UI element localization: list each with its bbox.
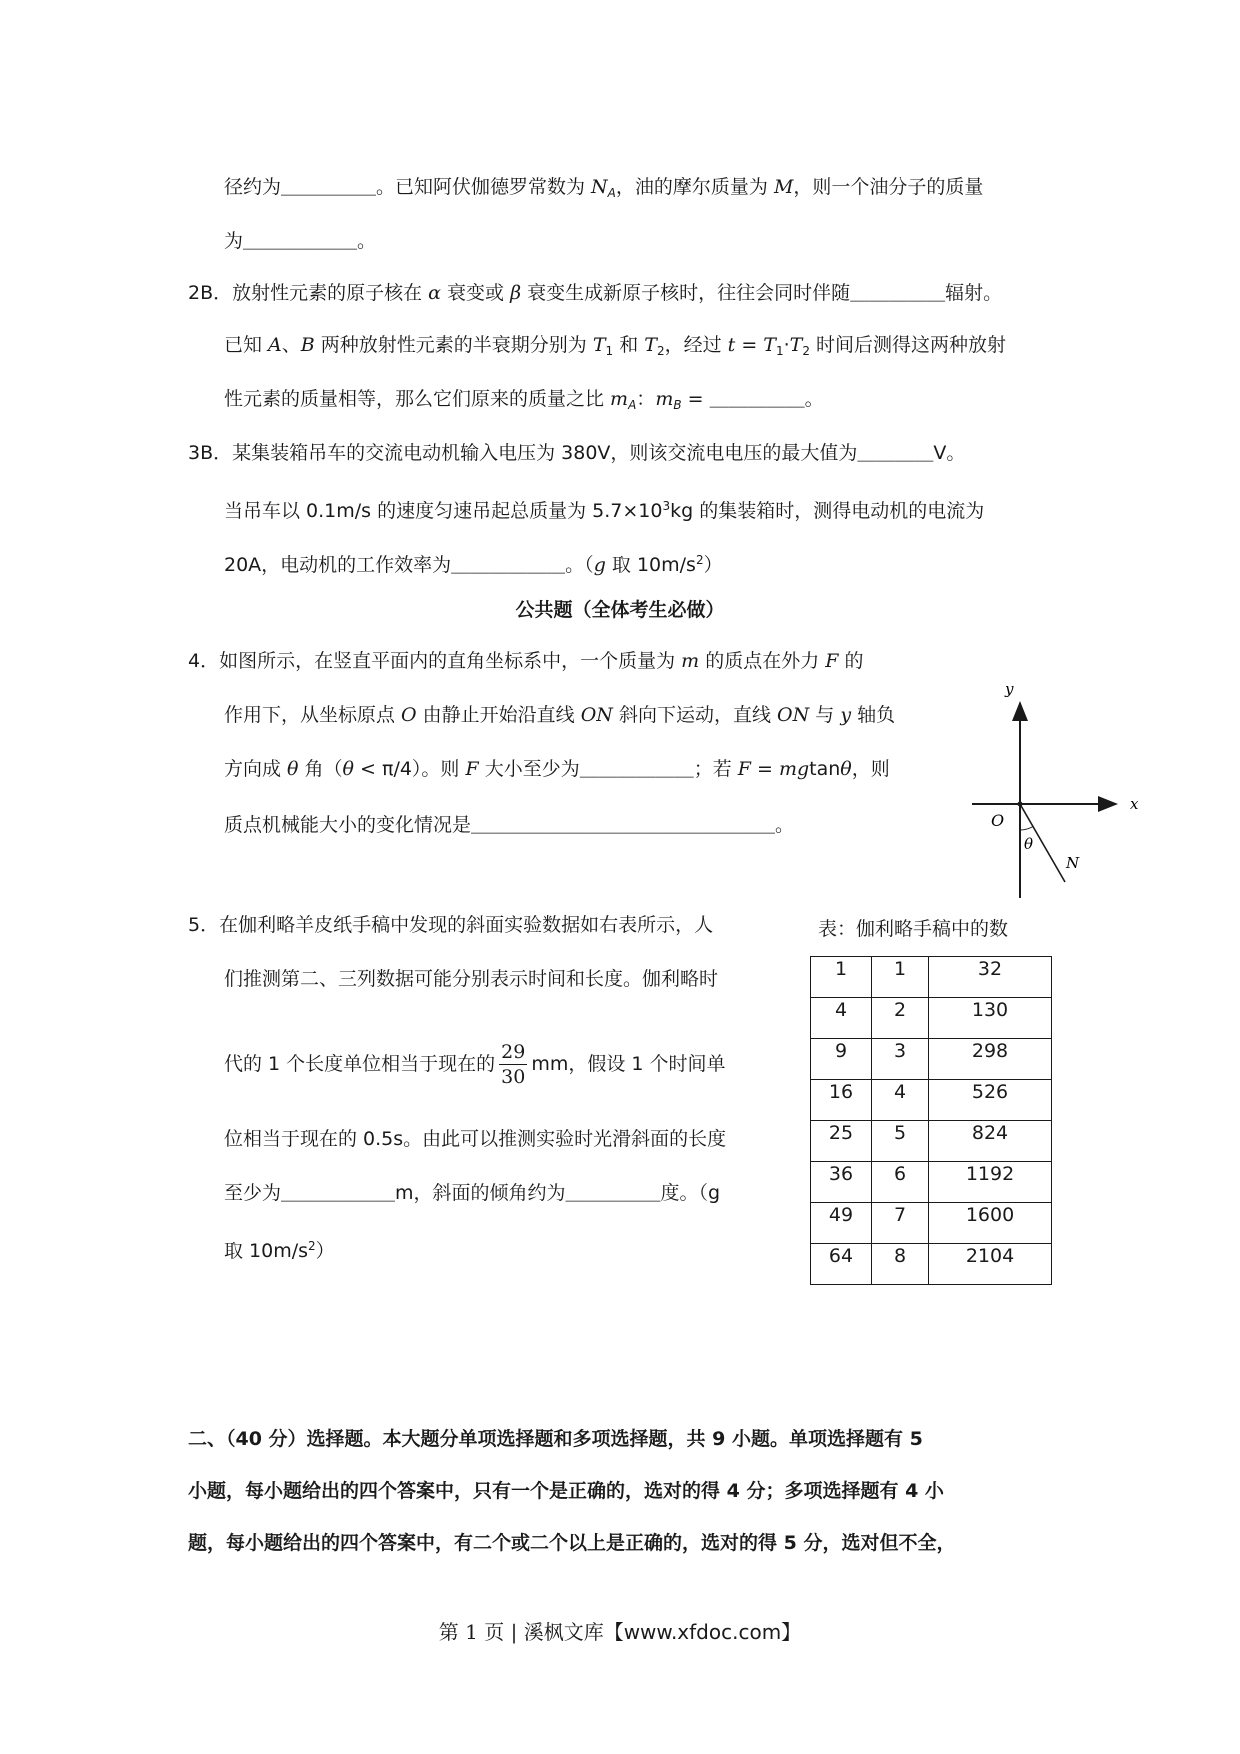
text-run: 斜向下运动，直线 xyxy=(612,704,778,726)
symbol-F: F xyxy=(825,650,839,672)
text-run: 径约为＿＿＿＿＿。已知阿伏伽德罗常数为 xyxy=(224,176,592,198)
symbol-beta: β xyxy=(510,282,522,304)
question-5-line-5: 至少为＿＿＿＿＿＿m，斜面的倾角约为＿＿＿＿＿度。（g xyxy=(224,1182,721,1204)
table-cell: 2 xyxy=(872,998,929,1039)
text-run: 作用下，从坐标原点 xyxy=(224,704,402,726)
question-2b-line-1 xyxy=(188,280,1002,306)
question-4-line-3 xyxy=(224,756,890,782)
symbol-NA: N xyxy=(591,176,608,198)
symbol-M: M xyxy=(773,176,794,198)
text-run: 4．如图所示，在竖直平面内的直角坐标系中，一个质量为 xyxy=(188,650,682,672)
symbol-T: T xyxy=(644,334,657,356)
table-row xyxy=(811,1244,1052,1285)
text-run: 衰变或 xyxy=(441,282,511,304)
text-run: mm，假设 1 个时间单 xyxy=(531,1053,726,1075)
subscript: B xyxy=(673,398,682,412)
table-cell: 64 xyxy=(811,1244,872,1285)
question-2b-line-2 xyxy=(224,332,1006,364)
text-run: 当吊车以 0.1m/s 的速度匀速吊起总质量为 5.7×10 xyxy=(224,500,663,522)
section-heading: 公共题（全体考生必做） xyxy=(515,599,725,621)
table-cell: 1 xyxy=(811,957,872,998)
angle-arc xyxy=(1020,827,1033,831)
subscript: A xyxy=(628,398,637,412)
text-run: = xyxy=(750,758,779,780)
text-run: 和 xyxy=(613,334,645,356)
symbol-T: T xyxy=(789,334,803,356)
question-3b-line-2 xyxy=(224,493,984,524)
text-run: 轴负 xyxy=(851,704,896,726)
text-run: ： xyxy=(636,388,656,410)
symbol-alpha: α xyxy=(428,282,442,304)
angle-label: θ xyxy=(1024,835,1034,853)
table-cell: 5 xyxy=(872,1121,929,1162)
table-caption: 表：伽利略手稿中的数 xyxy=(818,918,1009,940)
text-run: 性元素的质量相等，那么它们原来的质量之比 xyxy=(224,388,611,410)
table-cell: 4 xyxy=(872,1080,929,1121)
text-run: 20A，电动机的工作效率为＿＿＿＿＿＿。（ xyxy=(224,554,594,576)
table-row xyxy=(811,998,1052,1039)
text-run: 与 xyxy=(809,704,841,726)
text-run: 代的 1 个长度单位相当于现在的 xyxy=(224,1053,496,1075)
data-table xyxy=(810,956,1052,1285)
text-run: 由静止开始沿直线 xyxy=(416,704,581,726)
question-4-line-4: 质点机械能大小的变化情况是＿＿＿＿＿＿＿＿＿＿＿＿＿＿＿＿。 xyxy=(224,814,795,836)
text-run: 的质点在外力 xyxy=(699,650,826,672)
symbol-theta: θ xyxy=(287,758,299,780)
fraction-numerator: 29 xyxy=(501,1041,526,1063)
text-run: 角（ xyxy=(298,758,343,780)
origin-label: O xyxy=(991,811,1005,830)
text-run: 大小至少为＿＿＿＿＿＿；若 xyxy=(478,758,738,780)
table-cell: 3 xyxy=(872,1039,929,1080)
table-cell: 49 xyxy=(811,1203,872,1244)
table-row xyxy=(811,957,1052,998)
table-cell: 1 xyxy=(872,957,929,998)
table-cell: 526 xyxy=(929,1080,1052,1121)
table-cell: 25 xyxy=(811,1121,872,1162)
text-line xyxy=(224,174,983,206)
question-5-line-6 xyxy=(224,1233,335,1264)
text-run: 取 10m/s xyxy=(605,554,696,576)
symbol-m: m xyxy=(681,650,700,672)
subscript: 2 xyxy=(656,344,665,358)
text-run: 两种放射性元素的半衰期分别为 xyxy=(314,334,593,356)
table-cell: 8 xyxy=(872,1244,929,1285)
page-footer xyxy=(0,1616,1240,1645)
symbol-m: m xyxy=(610,388,629,410)
symbol-A: A xyxy=(268,334,282,356)
symbol-theta: θ xyxy=(840,758,852,780)
symbol-y: y xyxy=(840,704,852,726)
table-cell: 130 xyxy=(929,998,1052,1039)
line-end-label: N xyxy=(1066,854,1080,872)
question-5-line-4: 位相当于现在的 0.5s。由此可以推测实验时光滑斜面的长度 xyxy=(224,1128,727,1150)
text-run: 衰变生成新原子核时，往往会同时伴随＿＿＿＿＿辐射。 xyxy=(521,282,1003,304)
footer-link[interactable]: 【www.xfdoc.com】 xyxy=(603,1620,802,1644)
text-run: 的 xyxy=(838,650,864,672)
table-row xyxy=(811,1121,1052,1162)
text-run: ） xyxy=(703,554,723,576)
text-run: 取 10m/s xyxy=(224,1240,309,1262)
superscript: 2 xyxy=(695,553,704,567)
table-cell: 36 xyxy=(811,1162,872,1203)
text-run: 、 xyxy=(281,334,301,356)
symbol-O: O xyxy=(401,704,417,726)
symbol-F: F xyxy=(465,758,479,780)
table-cell: 1192 xyxy=(929,1162,1052,1203)
superscript: 2 xyxy=(308,1239,316,1253)
table-row xyxy=(811,1039,1052,1080)
question-4-line-1 xyxy=(188,648,864,674)
table-cell: 824 xyxy=(929,1121,1052,1162)
fraction-denominator: 30 xyxy=(501,1066,526,1088)
text-run: · xyxy=(783,334,790,356)
text-run: ，经过 xyxy=(664,334,728,356)
subscript: 1 xyxy=(605,344,614,358)
symbol-ON: ON xyxy=(580,704,613,726)
text-run: 已知 xyxy=(224,334,269,356)
superscript: 3 xyxy=(662,499,671,513)
text-run: ，则一个油分子的质量 xyxy=(793,176,984,198)
question-5-line-2: 们推测第二、三列数据可能分别表示时间和长度。伽利略时 xyxy=(224,968,719,990)
table-cell: 4 xyxy=(811,998,872,1039)
text-run: 时间后测得这两种放射 xyxy=(810,334,1007,356)
table-cell: 9 xyxy=(811,1039,872,1080)
symbol-T: T xyxy=(763,334,776,356)
x-axis-label: x xyxy=(1130,795,1139,813)
table-cell: 6 xyxy=(872,1162,929,1203)
section-2-line-1: 二、（40 分）选择题。本大题分单项选择题和多项选择题，共 9 小题。单项选择题有 5 xyxy=(188,1428,923,1450)
table-cell: 298 xyxy=(929,1039,1052,1080)
question-2b-line-3 xyxy=(224,386,824,418)
symbol-m: m xyxy=(655,388,674,410)
text-line: 为＿＿＿＿＿＿。 xyxy=(224,230,377,252)
symbol-g: g xyxy=(593,554,606,576)
question-3b-line-1: 3B．某集装箱吊车的交流电动机输入电压为 380V，则该交流电电压的最大值为＿＿＿＿V。 xyxy=(188,442,966,464)
subscript: A xyxy=(607,186,616,200)
table-row xyxy=(811,1080,1052,1121)
subscript: 1 xyxy=(775,344,784,358)
fraction xyxy=(499,1040,527,1089)
table-cell: 2104 xyxy=(929,1244,1052,1285)
text-run: ，则 xyxy=(851,758,890,780)
text-run: 2B．放射性元素的原子核在 xyxy=(188,282,429,304)
question-3b-line-3 xyxy=(224,547,723,578)
origin-point xyxy=(1018,802,1023,807)
footer-page-info: 第 1 页 | 溪枫文库 xyxy=(438,1620,604,1644)
table-cell: 7 xyxy=(872,1203,929,1244)
table-cell: 32 xyxy=(929,957,1052,998)
table-row xyxy=(811,1162,1052,1203)
text-run: ） xyxy=(315,1240,335,1262)
symbol-mg: mg xyxy=(778,758,810,780)
question-5-line-3 xyxy=(224,1034,726,1094)
y-axis-label: y xyxy=(1005,680,1014,698)
subscript: 2 xyxy=(802,344,810,358)
text-run: < π/4）。则 xyxy=(354,758,466,780)
text-run: ，油的摩尔质量为 xyxy=(615,176,774,198)
section-2-line-3: 题，每小题给出的四个答案中，有二个或二个以上是正确的，选对的得 5 分，选对但不全， xyxy=(188,1532,956,1554)
symbol-ON: ON xyxy=(777,704,810,726)
table-row xyxy=(811,1203,1052,1244)
text-run: 方向成 xyxy=(224,758,288,780)
question-5-line-1: 5．在伽利略羊皮纸手稿中发现的斜面实验数据如右表所示，人 xyxy=(188,914,714,936)
symbol-F: F xyxy=(737,758,751,780)
table-cell: 1600 xyxy=(929,1203,1052,1244)
symbol-t: t xyxy=(727,334,736,356)
text-run: = ＿＿＿＿＿。 xyxy=(681,388,824,410)
symbol-T: T xyxy=(592,334,606,356)
section-2-line-2: 小题，每小题给出的四个答案中，只有一个是正确的，选对的得 4 分；多项选择题有 4 小 xyxy=(188,1480,944,1502)
text-run: kg 的集装箱时，测得电动机的电流为 xyxy=(670,500,985,522)
text-run: = xyxy=(735,334,764,356)
symbol-B: B xyxy=(300,334,315,356)
table-cell: 16 xyxy=(811,1080,872,1121)
text-run: tan xyxy=(809,758,841,780)
coordinate-diagram xyxy=(960,680,1160,902)
question-4-line-2 xyxy=(224,702,895,728)
symbol-theta: θ xyxy=(342,758,354,780)
